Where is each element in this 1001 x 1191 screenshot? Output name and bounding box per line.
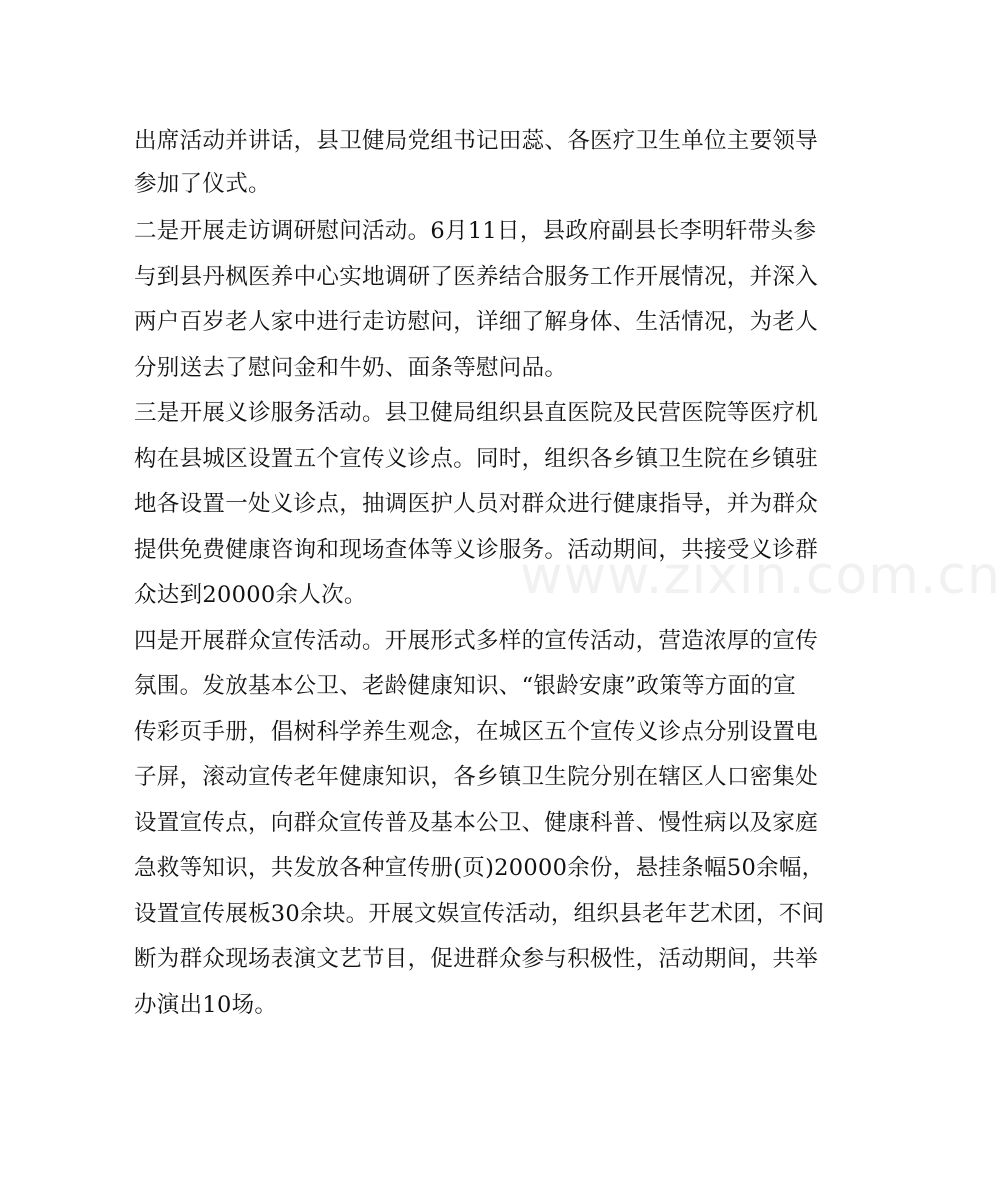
text-line: 与到县丹枫医养中心实地调研了医养结合服务工作开展情况，并深入: [134, 264, 819, 290]
text-line: 地各设置一处义诊点，抽调医护人员对群众进行健康指导，并为群众: [134, 491, 819, 517]
text-line: 断为群众现场表演文艺节目，促进群众参与积极性，活动期间，共举: [134, 946, 819, 972]
text-line: 传彩页手册，倡树科学养生观念，在城区五个宣传义诊点分别设置电: [134, 719, 819, 745]
text-line: 办演出10场。: [134, 992, 278, 1018]
watermark: www.zixin.com.cn: [520, 546, 1001, 606]
text-line: 构在县城区设置五个宣传义诊点。同时，组织各乡镇卫生院在乡镇驻: [134, 446, 819, 472]
text-line: 两户百岁老人家中进行走访慰问，详细了解身体、生活情况，为老人: [134, 309, 819, 335]
text-line: 众达到20000余人次。: [134, 582, 367, 608]
text-line: 参加了仪式。: [134, 171, 271, 197]
text-line: 四是开展群众宣传活动。开展形式多样的宣传活动，营造浓厚的宣传: [134, 628, 819, 654]
text-line: 三是开展义诊服务活动。县卫健局组织县直医院及民营医院等医疗机: [134, 400, 819, 426]
text-line: 设置宣传展板30余块。开展文娱宣传活动，组织县老年艺术团，不间: [134, 901, 825, 927]
text-line: 子屏，滚动宣传老年健康知识，各乡镇卫生院分别在辖区人口密集处: [134, 764, 819, 790]
text-line: 提供免费健康咨询和现场查体等义诊服务。活动期间，共接受义诊群: [134, 537, 819, 563]
text-line: 出席活动并讲话，县卫健局党组书记田蕊、各医疗卫生单位主要领导: [134, 128, 819, 154]
text-line: 急救等知识，共发放各种宣传册(页)20000余份，悬挂条幅50余幅，: [134, 855, 825, 881]
text-line: 氛围。发放基本公卫、老龄健康知识、“银龄安康”政策等方面的宣: [134, 673, 797, 699]
text-line: 设置宣传点，向群众宣传普及基本公卫、健康科普、慢性病以及家庭: [134, 810, 819, 836]
text-line: 分别送去了慰问金和牛奶、面条等慰问品。: [134, 355, 568, 381]
text-line: 二是开展走访调研慰问活动。6月11日，县政府副县长李明轩带头参: [134, 218, 817, 244]
